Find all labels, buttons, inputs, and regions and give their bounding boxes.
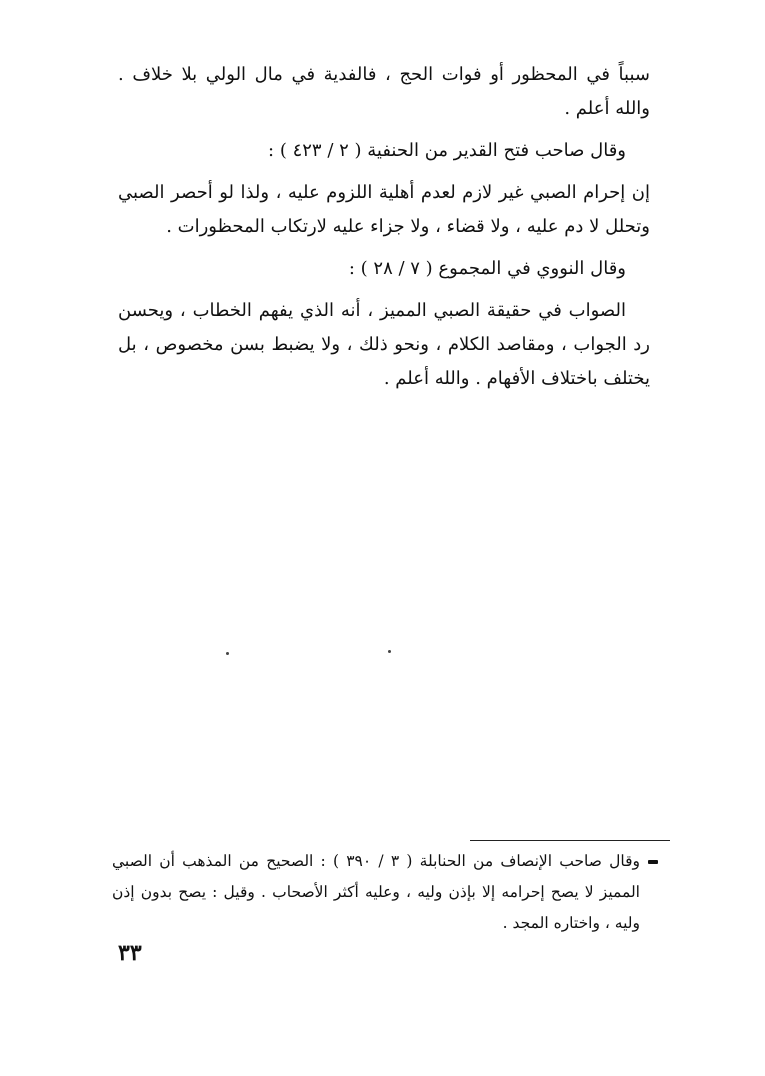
citation-majmu: وقال النووي في المجموع ( ٧ / ٢٨ ) :: [348, 258, 626, 279]
main-text: [118, 58, 650, 396]
citation-fath-alqadir: وقال صاحب فتح القدير من الحنفية ( ٢ / ٤٢٣ ) :: [268, 140, 626, 161]
scan-speck: [226, 652, 229, 655]
footnote: [112, 846, 640, 939]
footnote-separator: [470, 840, 670, 841]
quote-fath-alqadir: إن إحرام الصبي غير لازم لعدم أهلية اللزوم عليه ، ولذا لو أحصر الصبي وتحلل لا دم عليه ، ولا قضاء ، ولا جزاء عليه لارتكاب المحظورات .: [118, 182, 650, 237]
page-number: ٣٣: [118, 940, 142, 966]
quote-majmu: الصواب في حقيقة الصبي المميز ، أنه الذي يفهم الخطاب ، ويحسن رد الجواب ، ومقاصد الكلام ، ونحو ذلك ، ولا يضبط بسن مخصوص ، بل يختلف باختلاف الأفهام . والله أعلم .: [118, 300, 650, 389]
scan-speck: [388, 650, 391, 653]
paragraph-continuation: سبباً في المحظور أو فوات الحج ، فالفدية في مال الولي بلا خلاف . والله أعلم .: [118, 64, 650, 119]
footnote-marker: [648, 860, 658, 864]
footnote-text: وقال صاحب الإنصاف من الحنابلة ( ٣ / ٣٩٠ ) : الصحيح من المذهب أن الصبي المميز لا يصح إحرامه إلا بإذن وليه ، وعليه أكثر الأصحاب . وقيل : يصح بدون إذن وليه ، واختاره المجد .: [112, 852, 641, 932]
